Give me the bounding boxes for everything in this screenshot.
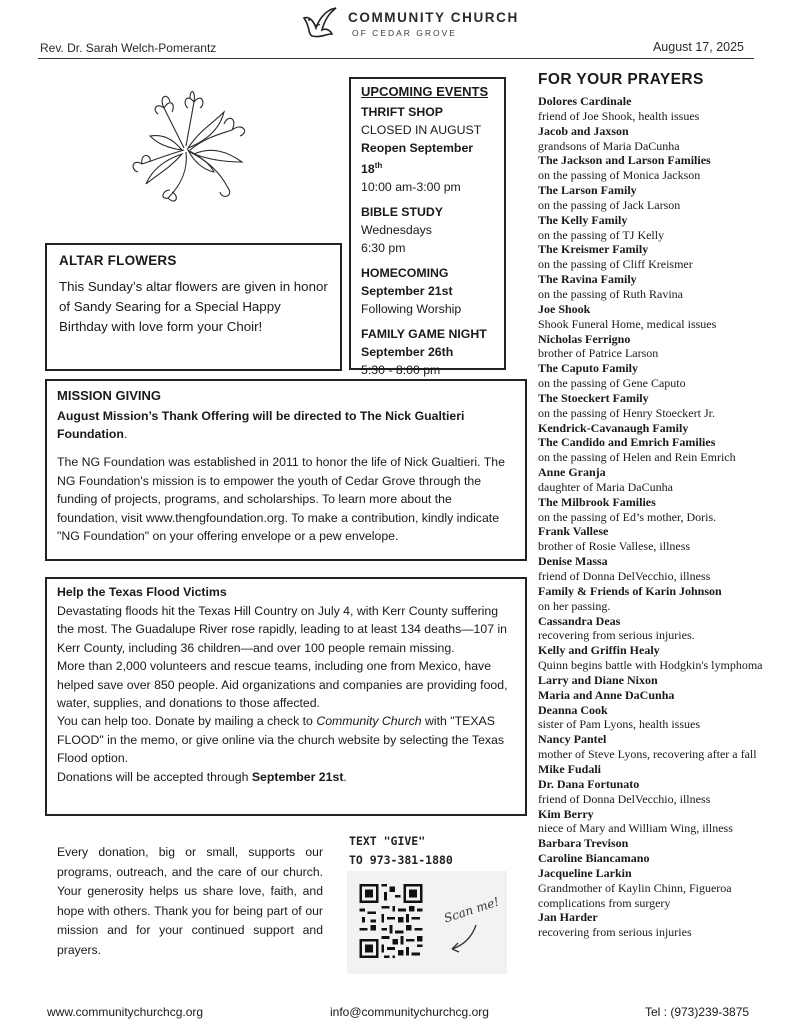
- prayer-item: [538, 495, 778, 525]
- mission-giving-box: [45, 379, 527, 561]
- upcoming-events-box: [349, 77, 506, 378]
- prayer-name: Cassandra Deas: [538, 613, 621, 628]
- prayer-item: [538, 124, 778, 154]
- prayer-name: Barbara Trevison: [538, 836, 629, 851]
- prayer-note: daughter of Maria DaCunha: [538, 479, 673, 494]
- event-bible-study: [361, 203, 494, 257]
- prayer-name: Deanna Cook: [538, 702, 608, 717]
- prayer-name: Kelly and Griffin Healy: [538, 643, 660, 658]
- prayer-name: Dolores Cardinale: [538, 94, 632, 108]
- prayer-item: [538, 242, 778, 272]
- qr-code[interactable]: [356, 881, 426, 961]
- prayer-item: [538, 732, 778, 762]
- prayer-name: Jacqueline Larkin: [538, 865, 632, 880]
- prayer-name: The Jackson and Larson Families: [538, 153, 711, 168]
- prayer-name: The Stoeckert Family: [538, 390, 649, 405]
- prayer-note: Quinn begins battle with Hodgkin's lymphoma: [538, 658, 763, 673]
- prayer-name: Family & Friends of Karin Johnson: [538, 583, 722, 598]
- texas-flood-paragraph: Devastating floods hit the Texas Hill Country on July 4, with Kerr County suffering the most. The Guadalupe River rose rapidly, leading to at least 134 deaths—107 in Kerr County, including 36 children—and over 100 people remain missing.: [57, 604, 508, 655]
- texas-flood-title: Help the Texas Flood Victims: [57, 585, 227, 599]
- footer-website[interactable]: www.communitychurchcg.org: [47, 1005, 204, 1019]
- prayer-note: brother of Rosie Vallese, illness: [538, 539, 691, 554]
- prayer-note: on the passing of Cliff Kreismer: [538, 257, 693, 272]
- event-family-game-night: [361, 325, 494, 379]
- prayer-item: [538, 777, 778, 807]
- prayer-item: [538, 435, 778, 465]
- prayer-item: [538, 703, 778, 733]
- prayers-title: FOR YOUR PRAYERS: [538, 71, 704, 88]
- prayer-item: [538, 673, 778, 688]
- prayer-name: Joe Shook: [538, 301, 591, 316]
- prayer-name: Caroline Biancamano: [538, 851, 650, 866]
- prayer-item: [538, 332, 778, 362]
- header-divider: [38, 58, 754, 59]
- prayer-name: Anne Granja: [538, 465, 606, 480]
- prayer-list: [538, 94, 778, 940]
- texas-flood-box: [45, 577, 527, 816]
- event-status: CLOSED IN AUGUST: [361, 123, 482, 137]
- prayer-name: Nancy Pantel: [538, 732, 607, 747]
- event-time: 6:30 pm: [361, 241, 406, 256]
- prayer-item: [538, 762, 778, 777]
- upcoming-events-title: UPCOMING EVENTS: [361, 84, 489, 99]
- event-heading: THRIFT SHOP: [361, 105, 443, 119]
- prayer-name: Jan Harder: [538, 910, 598, 925]
- prayer-note: friend of Donna DelVecchio, illness: [538, 569, 711, 583]
- text-give-number: TO 973-381-1880: [349, 853, 453, 867]
- logo-title: COMMUNITY CHURCH: [348, 10, 519, 25]
- prayer-name: The Caputo Family: [538, 361, 639, 376]
- prayer-item: [538, 836, 778, 851]
- pastor-name: Rev. Dr. Sarah Welch-Pomerantz: [40, 41, 217, 55]
- mission-giving-subtitle: August Mission’s Thank Offering will be directed to The Nick Gualtieri Foundation.: [57, 409, 465, 441]
- altar-flowers-text: This Sunday’s altar flowers are given in honor of Sandy Searing for a Special Happy Birthday with love form your Choir!: [59, 279, 328, 334]
- footer-phone: Tel : (973)239-3875: [645, 1005, 750, 1019]
- prayer-note: on the passing of Henry Stoeckert Jr.: [538, 405, 715, 420]
- prayer-item: [538, 302, 778, 332]
- event-day: Wednesdays: [361, 223, 432, 238]
- prayer-note: on the passing of Helen and Rein Emrich: [538, 450, 736, 465]
- prayer-item: [538, 910, 778, 940]
- event-date: September 21st: [361, 284, 453, 299]
- prayer-item: [538, 643, 778, 673]
- prayer-item: [538, 421, 778, 436]
- event-homecoming: [361, 264, 494, 318]
- church-logo: [300, 4, 520, 46]
- prayer-note: grandsons of Maria DaCunha: [538, 138, 680, 153]
- prayer-name: The Kelly Family: [538, 212, 628, 227]
- prayer-name: The Larson Family: [538, 183, 637, 198]
- prayer-item: [538, 688, 778, 703]
- prayer-note: recovering from serious injuries: [538, 925, 692, 940]
- prayer-item: [538, 361, 778, 391]
- footer-email[interactable]: info@communitychurchcg.org: [330, 1005, 489, 1019]
- texas-flood-deadline: Donations will be accepted through September 21st.: [57, 769, 347, 784]
- event-time: 5:30 - 8:00 pm: [361, 363, 441, 378]
- prayer-name: Maria and Anne DaCunha: [538, 687, 675, 702]
- prayer-note: Grandmother of Kaylin Chinn, Figueroa complications from surgery: [538, 880, 732, 910]
- prayer-name: The Candido and Emrich Families: [538, 435, 716, 450]
- prayer-item: [538, 866, 778, 911]
- texas-flood-paragraph: You can help too. Donate by mailing a check to Community Church with "TEXAS FLOOD" in the memo, or give online via the church website by selecting the Texas Flood option.: [57, 714, 505, 766]
- prayer-note: friend of Joe Shook, health issues: [538, 108, 700, 123]
- prayer-item: [538, 584, 778, 614]
- prayer-item: [538, 465, 778, 495]
- event-date: Reopen September 18th: [361, 141, 474, 177]
- prayer-item: [538, 524, 778, 554]
- prayer-item: [538, 153, 778, 183]
- logo-subtitle: OF CEDAR GROVE: [352, 28, 457, 38]
- mission-giving-body: The NG Foundation was established in 2011 to honor the life of Nick Gualtieri. The NG Foundation's mission is to empower the youth of Cedar Grove through the funding of projects, programs, and scholarships. To learn more about the foundation, visit www.thengfoundation.org. To make a contribution, kindly indicate "NG Foundation" on your offering envelope or a pew envelope.: [57, 455, 505, 543]
- prayer-note: on the passing of Ruth Ravina: [538, 286, 683, 301]
- prayer-note: on the passing of Gene Caputo: [538, 376, 686, 391]
- prayer-note: sister of Pam Lyons, health issues: [538, 717, 700, 732]
- event-heading: FAMILY GAME NIGHT: [361, 327, 487, 342]
- scan-me-label: Scan me!: [442, 894, 501, 926]
- prayer-note: on her passing.: [538, 598, 611, 613]
- prayer-name: Jacob and Jaxson: [538, 123, 629, 138]
- event-note: Following Worship: [361, 302, 462, 317]
- prayer-note: recovering from serious injuries.: [538, 628, 695, 643]
- prayer-name: Denise Massa: [538, 554, 608, 569]
- event-heading: HOMECOMING: [361, 266, 449, 281]
- arrow-icon: [446, 921, 486, 957]
- prayer-name: Mike Fudali: [538, 761, 602, 776]
- event-heading: BIBLE STUDY: [361, 205, 443, 220]
- prayer-item: [538, 213, 778, 243]
- event-date: September 26th: [361, 345, 454, 360]
- donation-message: Every donation, big or small, supports our programs, outreach, and the care of our church. Your generosity helps us share love, faith, and hope with others. Thank you for being part of our mission and for your continued support and prayers.: [57, 845, 323, 957]
- prayer-name: Kendrick-Cavanaugh Family: [538, 420, 689, 435]
- prayer-name: Larry and Diane Nixon: [538, 672, 658, 687]
- prayer-note: on the passing of Monica Jackson: [538, 168, 701, 183]
- prayer-note: niece of Mary and William Wing, illness: [538, 821, 733, 836]
- prayer-note: on the passing of TJ Kelly: [538, 227, 665, 242]
- prayer-note: on the passing of Jack Larson: [538, 197, 681, 212]
- prayer-name: The Milbrook Families: [538, 494, 656, 509]
- prayers-column: [538, 71, 778, 940]
- qr-code-area: [347, 871, 507, 974]
- prayer-note: mother of Steve Lyons, recovering after a fall: [538, 747, 757, 762]
- event-thrift-shop: [361, 103, 494, 196]
- prayer-name: The Kreismer Family: [538, 242, 649, 257]
- altar-flowers-box: [45, 243, 342, 371]
- prayer-item: [538, 391, 778, 421]
- prayer-note: Shook Funeral Home, medical issues: [538, 316, 717, 331]
- prayer-item: [538, 807, 778, 837]
- text-give-instructions: [349, 832, 453, 870]
- altar-flowers-title: ALTAR FLOWERS: [59, 253, 177, 268]
- prayer-item: [538, 851, 778, 866]
- text-give-line: TEXT "GIVE": [349, 834, 426, 848]
- texas-flood-paragraph: More than 2,000 volunteers and rescue teams, including one from Mexico, have helped save over 850 people. Aid organizations and companies are providing food, water, supplies, and donations to those affected.: [57, 659, 508, 711]
- prayer-item: [538, 183, 778, 213]
- prayer-name: Frank Vallese: [538, 524, 609, 539]
- prayer-item: [538, 94, 778, 124]
- prayer-item: [538, 614, 778, 644]
- prayer-name: Kim Berry: [538, 806, 594, 821]
- prayer-name: The Ravina Family: [538, 272, 637, 287]
- event-time: 10:00 am-3:00 pm: [361, 180, 461, 195]
- prayer-name: Nicholas Ferrigno: [538, 331, 631, 346]
- prayer-name: Dr. Dana Fortunato: [538, 776, 640, 791]
- prayer-item: [538, 272, 778, 302]
- dove-icon: [300, 4, 340, 44]
- lily-flower-illustration: [124, 88, 264, 208]
- prayer-item: [538, 554, 778, 584]
- bulletin-date: August 17, 2025: [652, 40, 744, 54]
- prayer-note: brother of Patrice Larson: [538, 346, 659, 361]
- mission-giving-title: MISSION GIVING: [57, 388, 162, 403]
- prayer-note: friend of Donna DelVecchio, illness: [538, 791, 711, 806]
- prayer-note: on the passing of Ed’s mother, Doris.: [538, 509, 717, 524]
